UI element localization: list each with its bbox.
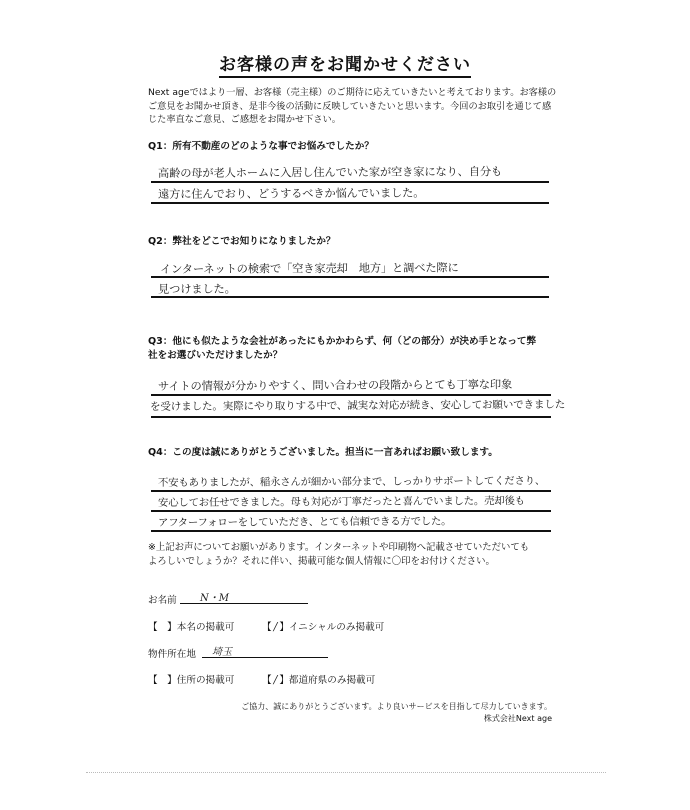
prefecture-check-mark: /: [273, 673, 278, 686]
answer-1-line-1: 高齢の母が老人ホームに入居し住んでいた家が空き家になり、自分も: [157, 165, 503, 180]
name-label: お名前: [148, 595, 177, 606]
answer-4-rule-3: [151, 530, 551, 532]
answer-4-line-1: 不安もありましたが、稲永さんが細かい部分まで、しっかりサポートしてくださり、: [157, 474, 546, 489]
footer-thanks: ご協力、誠にありがとうございます。より良いサービスを目指して尽力していきます。: [241, 702, 552, 711]
answer-2-line-1: インターネットの検索で「空き家売却 地方」と調べた際に: [159, 261, 459, 276]
answer-1-rule-2: [151, 202, 549, 204]
answer-1-rule-1: [151, 181, 549, 183]
location-label: 物件所在地: [148, 649, 196, 660]
answer-2-rule-1: [151, 276, 549, 278]
name-value: N・M: [200, 593, 229, 604]
answer-4-rule-2: [151, 510, 551, 512]
option-initial: 【 / 】イニシャルのみ掲載可: [262, 620, 385, 633]
answer-3-rule-1: [151, 394, 551, 396]
answer-4-line-3: アフターフォローをしていただき、とても信頼できる方でした。: [157, 515, 452, 529]
option-prefecture: 【 / 】都道府県のみ掲載可: [262, 673, 376, 686]
answer-2-rule-2: [151, 296, 549, 298]
publication-note: [148, 541, 578, 569]
footer-company: 株式会社Next age: [483, 714, 552, 723]
answer-2-line-2: 見つけました。: [157, 282, 236, 296]
answer-3-rule-2: [151, 416, 551, 418]
answer-4-line-2: 安心してお任せできました。母も対応が丁寧だったと喜んでいました。売却後も: [157, 495, 525, 509]
answer-1-line-2: 遠方に住んでおり、どうするべきか悩んでいました。: [157, 186, 425, 201]
publication-note-line-1: ※上記お声についてお願いがあります。インターネットや印刷物へ記載させていただいても: [148, 542, 530, 553]
intro-text: Next ageではより一層、お客様（売主様）のご期待に応えていきたいと考えております。お客様のご意見をお聞かせ頂き、是非今後の活動に反映していきたいと思います。今回のお取引を通じて感じた率直なご意見、ご感想をお聞かせ下さい。: [148, 87, 557, 125]
option-real-name: 【 】本名の掲載可: [148, 622, 235, 633]
bottom-divider: [86, 772, 606, 774]
page-title: お客様の声をお聞かせください: [0, 50, 690, 75]
question-3-line-1: Q3：他にも似たような会社があったにもかかわらず、何（どの部分）が決め手となって弊: [148, 336, 537, 347]
option-address: 【 】住所の掲載可: [148, 675, 235, 686]
question-4: Q4：この度は誠にありがとうございました。担当に一言あればお願い致します。: [148, 447, 498, 458]
location-value: 埼玉: [212, 647, 232, 658]
answer-3-line-2: を受けました。実際にやり取りする中で、誠実な対応が続き、安心してお願いできました: [149, 398, 566, 413]
answer-3-line-1: サイトの情報が分かりやすく、問い合わせの段階からとても丁寧な印象: [157, 378, 513, 393]
question-3-line-2: 社をお選びいただけましたか？: [148, 350, 283, 361]
publication-note-line-2: よろしいでしょうか？それに伴い、掲載可能な個人情報に〇印をお付けください。: [148, 556, 495, 567]
question-1: Q1：所有不動産のどのような事でお悩みでしたか？: [148, 141, 374, 152]
question-2: Q2：弊社をどこでお知りになりましたか？: [148, 236, 336, 247]
initial-check-mark: /: [273, 620, 278, 633]
